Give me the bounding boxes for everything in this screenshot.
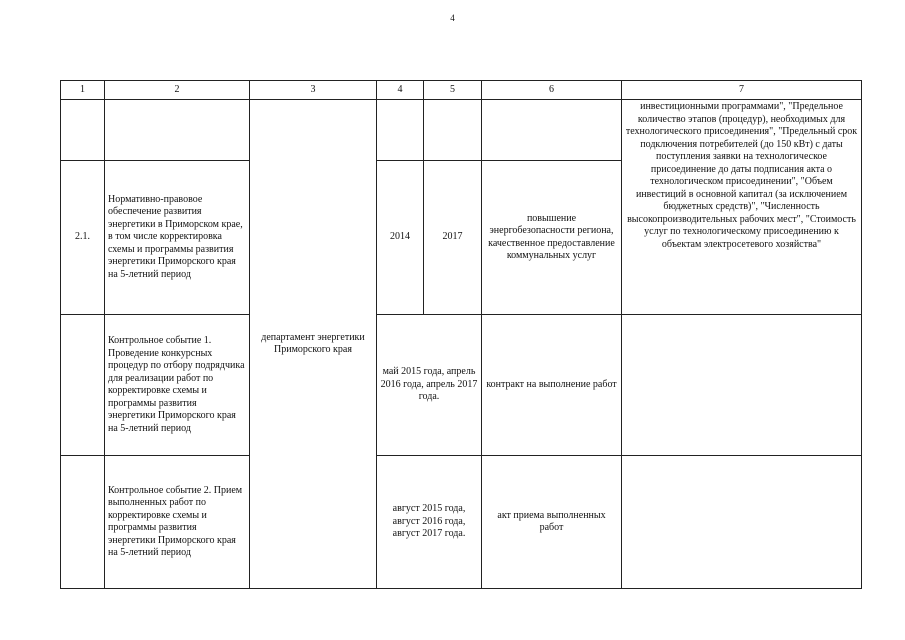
column-header-3: 3 (250, 81, 377, 100)
column-header-7: 7 (622, 81, 862, 100)
table-row-event-2 (61, 456, 862, 589)
event-2-description-cell: Контрольное событие 2. Прием выполненных работ по корректировке схемы и программы развития энергетики Приморского края на 5-летний период (105, 456, 250, 589)
empty-cell (105, 100, 250, 161)
column-header-1: 1 (61, 81, 105, 100)
table-row-event-1 (61, 315, 862, 456)
column-header-5: 5 (424, 81, 482, 100)
indicators-cell: инвестиционными программами", "Предельное количество этапов (процедур), необходимых для технологического присоединения", "Предельный срок подключения потребителей (до 150 кВт) с даты поступления заявки на технологическое присоединение до даты подписания акта о технологическом присоединении", "Объем инвестиций в основной капитал (за исключением бюджетных средств)", "Численность высокопроизводительных рабочих мест", "Стоимость услуг по технологическому присоединению к объектам электросетевого хозяйства" (622, 100, 862, 315)
event-1-dates-cell: май 2015 года, апрель 2016 года, апрель 2017 года. (377, 315, 482, 456)
column-header-4: 4 (377, 81, 424, 100)
empty-cell (622, 456, 862, 589)
end-year-cell: 2017 (424, 161, 482, 315)
expected-result-cell: повышение энергобезопасности региона, качественное предоставление коммунальных услуг (482, 161, 622, 315)
empty-cell (424, 100, 482, 161)
empty-cell (482, 100, 622, 161)
event-1-description-cell: Контрольное событие 1. Проведение конкурсных процедур по отбору подрядчика для реализации работ по корректировке схемы и программы развития энергетики Приморского края на 5-летний период (105, 315, 250, 456)
column-header-2: 2 (105, 81, 250, 100)
event-2-result-cell: акт приема выполненных работ (482, 456, 622, 589)
item-number-cell: 2.1. (61, 161, 105, 315)
table-row-continuation (61, 100, 862, 161)
page-number: 4 (450, 13, 455, 23)
start-year-cell: 2014 (377, 161, 424, 315)
empty-cell (622, 315, 862, 456)
item-description-cell: Нормативно-правовое обеспечение развития энергетики в Приморском крае, в том числе корректировка схемы и программы развития энергетики Приморского края на 5-летний период (105, 161, 250, 315)
event-2-dates-cell: август 2015 года, август 2016 года, август 2017 года. (377, 456, 482, 589)
empty-cell (377, 100, 424, 161)
activity-plan-table (60, 80, 862, 589)
column-header-6: 6 (482, 81, 622, 100)
empty-cell (61, 100, 105, 161)
empty-cell (61, 456, 105, 589)
executor-cell: департамент энергетики Приморского края (250, 100, 377, 589)
empty-cell (61, 315, 105, 456)
column-number-header-row (61, 81, 862, 100)
event-1-result-cell: контракт на выполнение работ (482, 315, 622, 456)
